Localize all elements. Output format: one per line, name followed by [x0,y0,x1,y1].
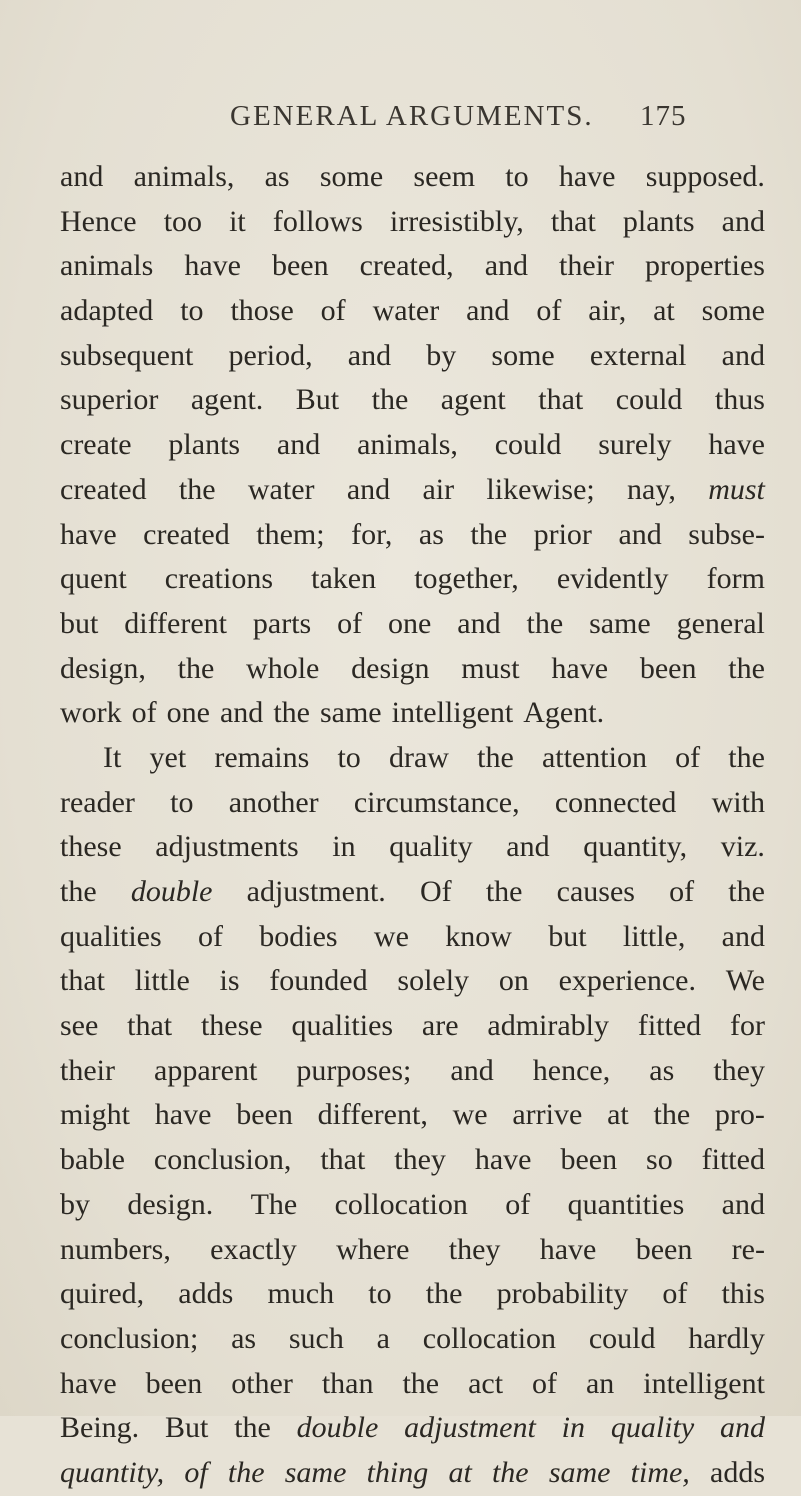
word: water [247,472,315,506]
word: they [394,1143,446,1177]
word: could [494,428,562,462]
word: founded [269,964,368,998]
word: we [373,919,409,953]
word: for, [351,517,393,551]
word: quality [389,830,473,864]
word: those [230,294,294,328]
word: and [466,294,510,328]
word: animals, [133,160,235,193]
text-line [60,1317,765,1362]
word: create [60,428,132,462]
word: thus [714,383,765,417]
word: bable [60,1143,125,1177]
text-line [60,1093,765,1138]
word: adapted [60,294,154,328]
word: thing [366,1455,429,1489]
text-line [60,781,765,826]
word: have [558,160,616,193]
word: parts [252,606,312,640]
word: It [103,740,122,774]
word: and [506,830,550,864]
text-line [60,423,765,468]
word: their [559,249,614,283]
word: work [60,696,122,730]
word: these [60,830,122,864]
word: agent. [190,383,264,417]
word: have [60,517,117,551]
word: air, [588,294,627,328]
text-line [60,334,765,379]
paragraph-start-line [60,736,765,781]
word: conclusion, [153,1143,292,1177]
word: adjustment [404,1411,536,1445]
word: they [448,1232,501,1266]
word: viz. [720,830,765,864]
word: admirably [487,1009,610,1043]
word: by [60,1187,90,1221]
word: plants [168,428,241,462]
text-line [60,289,765,334]
word: Hence [60,204,137,238]
word: been [560,1143,618,1177]
word: Being. [60,1411,140,1445]
word: quired, [60,1277,145,1311]
word: another [228,785,319,819]
word: know [445,919,512,953]
word: taken [311,562,377,596]
text-line [60,1451,765,1496]
word: but [60,606,99,640]
word: solely [397,964,470,998]
word: general [676,606,765,640]
word: the [177,651,215,685]
word: yet [149,740,187,774]
word: but [548,919,587,953]
word: to [337,740,361,774]
word: too [163,204,203,238]
word: quent [60,562,127,596]
word: been [236,1098,293,1132]
word: bodies [259,919,338,953]
word: one [166,696,210,730]
word: and [721,1187,765,1221]
word: by [426,338,457,372]
word: this [721,1277,765,1311]
word: been [635,1232,693,1266]
word: But [165,1411,209,1445]
word: that [320,1143,366,1177]
word: reader [60,785,135,819]
page-number: 175 [640,100,687,132]
word: supposed. [645,160,765,193]
word: as [418,517,444,551]
word: Of [419,875,452,908]
word: the [425,1277,463,1311]
word: and [719,1411,765,1445]
text-line [60,1004,765,1049]
word: same [589,606,651,640]
word: them; [256,517,325,551]
word: the [402,1366,440,1400]
text-line [60,1362,765,1407]
word: that [550,204,596,238]
word: the [653,1098,691,1132]
word: that [60,964,105,998]
word: subsequent [60,338,194,372]
word: the [227,1455,265,1489]
word: we [452,1098,488,1132]
word: subse- [688,517,765,551]
word: apparent [154,1053,258,1087]
word: and [347,338,392,372]
word: external [589,338,687,372]
word: hardly [688,1321,765,1355]
word: such [288,1321,344,1355]
word: little [134,964,190,998]
word: as [649,1053,675,1087]
word: same [319,696,382,730]
word: at [607,1098,629,1132]
word: experience. [558,964,696,998]
word: the [477,740,514,774]
word: the [371,383,409,417]
text-line [60,691,765,736]
text-line [60,378,765,423]
word: been [145,1366,203,1400]
word: period, [228,338,313,372]
word: irresistibly, [389,204,524,238]
word: other [231,1366,293,1400]
word: together, [414,562,519,596]
text-line [60,602,765,647]
word: whole [246,651,320,685]
word: evidently [556,562,669,596]
word: double [296,1411,379,1445]
word: of [505,1187,531,1221]
word: The [250,1187,298,1221]
word: with [711,785,765,819]
word: form [706,562,765,596]
word: to [505,160,529,193]
word: intelligent [643,1366,765,1400]
word: act [468,1366,504,1400]
word: the [728,740,765,774]
text-line [60,1228,765,1273]
word: probability [496,1277,629,1311]
word: of [131,696,157,730]
word: Agent. [523,696,605,730]
word: are [421,1009,459,1043]
word: and [276,428,321,462]
word: these [200,1009,263,1043]
word: of [669,875,695,908]
word: quantity, [583,830,688,864]
word: and [618,517,662,551]
word: of [184,1455,208,1489]
word: of [337,606,363,640]
word: a [376,1321,390,1355]
word: some [491,338,555,372]
word: that [538,383,584,417]
word: to [170,785,194,819]
word: collocation [422,1321,557,1355]
word: the [178,472,216,506]
word: have [708,428,765,462]
word: qualities [60,919,162,953]
word: their [60,1053,115,1087]
word: one [388,606,432,640]
word: and [484,249,529,283]
word: than [321,1366,374,1400]
word: little, [622,919,686,953]
word: of [675,740,701,774]
word: it [229,204,246,238]
word: quantities [567,1187,685,1221]
word: in [332,830,356,864]
word: remains [214,740,310,774]
word: could [615,383,683,417]
word: of [662,1277,688,1311]
word: causes [556,875,635,908]
word: the [728,875,765,908]
word: must [461,651,520,685]
word: conclusion; [60,1321,199,1355]
word: and [60,160,104,193]
word: at [653,294,675,328]
text-line [60,244,765,289]
word: and [450,1053,494,1087]
word: to [368,1277,392,1311]
word: air [422,472,455,506]
word: of [320,294,346,328]
word: been [639,651,697,685]
word: properties [645,249,765,283]
word: animals [60,249,154,283]
word: But [295,383,340,417]
word: pro- [714,1098,765,1132]
word: some [319,160,384,193]
text-line [60,959,765,1004]
word: arrive [512,1098,583,1132]
text-line [60,1183,765,1228]
word: is [219,964,240,998]
word: of [532,1366,558,1400]
word: the [470,517,508,551]
word: superior [60,383,159,417]
word: in [561,1411,585,1445]
word: quantity, [60,1455,165,1489]
word: have [551,651,609,685]
word: and [721,204,765,238]
word: We [725,964,765,998]
word: agent [440,383,506,417]
text-line [60,1138,765,1183]
word: numbers, [60,1232,171,1266]
text-line [60,1272,765,1317]
word: water [372,294,440,328]
word: surely [598,428,672,462]
text-line [60,870,765,915]
word: adjustment. [246,875,386,908]
word: the [234,1411,271,1445]
word: been [271,249,329,283]
word: much [267,1277,335,1311]
word: fitted [637,1009,702,1043]
word: draw [388,740,449,774]
word: see [60,1009,99,1043]
word: adjustments [155,830,299,864]
word: the [485,875,523,908]
word: exactly [210,1232,297,1266]
word: have [539,1232,597,1266]
text-line [60,825,765,870]
word: plants [622,204,695,238]
word: and [457,606,501,640]
word: different, [317,1098,428,1132]
text-line [60,200,765,245]
word: time, [630,1455,690,1489]
word: could [588,1321,656,1355]
word: have [184,249,241,283]
running-head: GENERAL ARGUMENTS. [230,100,594,132]
text-line [60,915,765,960]
text-line [60,468,765,513]
word: connected [554,785,677,819]
text-line [60,1049,765,1094]
word: qualities [291,1009,394,1043]
word: follows [272,204,363,238]
text-line [60,557,765,602]
word: design [351,651,430,685]
text-line [60,155,765,200]
word: and [721,919,765,953]
word: collocation [334,1187,468,1221]
word: and [346,472,391,506]
word: adds [178,1277,234,1311]
word: and [721,338,765,372]
word: animals, [357,428,458,462]
word: the [526,606,564,640]
word: prior [533,517,592,551]
word: of [536,294,562,328]
word: design, [60,651,146,685]
word: created [60,472,147,506]
page-header [0,100,801,140]
word: on [498,964,529,998]
word: must [708,472,765,506]
word: have [474,1143,532,1177]
word: and [219,696,264,730]
word: where [336,1232,410,1266]
word: at [448,1455,472,1489]
word: they [713,1053,765,1087]
word: some [701,294,765,328]
word: re- [731,1232,765,1266]
body-text [60,155,765,1496]
text-line [60,1406,765,1451]
word: same [548,1455,611,1489]
word: to [180,294,204,328]
word: adds [710,1455,765,1489]
word: an [585,1366,615,1400]
word: for [729,1009,765,1043]
word: intelligent [391,696,514,730]
word: have [154,1098,212,1132]
text-line [60,647,765,692]
word: purposes; [296,1053,412,1087]
word: created [143,517,230,551]
word: the [273,696,310,730]
word: nay, [627,472,676,506]
word: quality [610,1411,695,1445]
word: different [124,606,227,640]
word: the [60,875,97,908]
word: likewise; [486,472,595,506]
word: of [197,919,223,953]
word: that [127,1009,173,1043]
word: seem [413,160,476,193]
word: so [646,1143,673,1177]
word: design. [127,1187,214,1221]
text-line [60,513,765,558]
word: hence, [532,1053,611,1087]
word: the [728,651,765,685]
word: attention [541,740,647,774]
word: the [491,1455,529,1489]
word: circumstance, [353,785,520,819]
word: created, [359,249,454,283]
word: as [264,160,290,193]
word: creations [164,562,274,596]
word: fitted [701,1143,765,1177]
word: same [284,1455,347,1489]
word: double [130,875,213,908]
word: as [231,1321,257,1355]
word: might [60,1098,131,1132]
word: have [60,1366,117,1400]
